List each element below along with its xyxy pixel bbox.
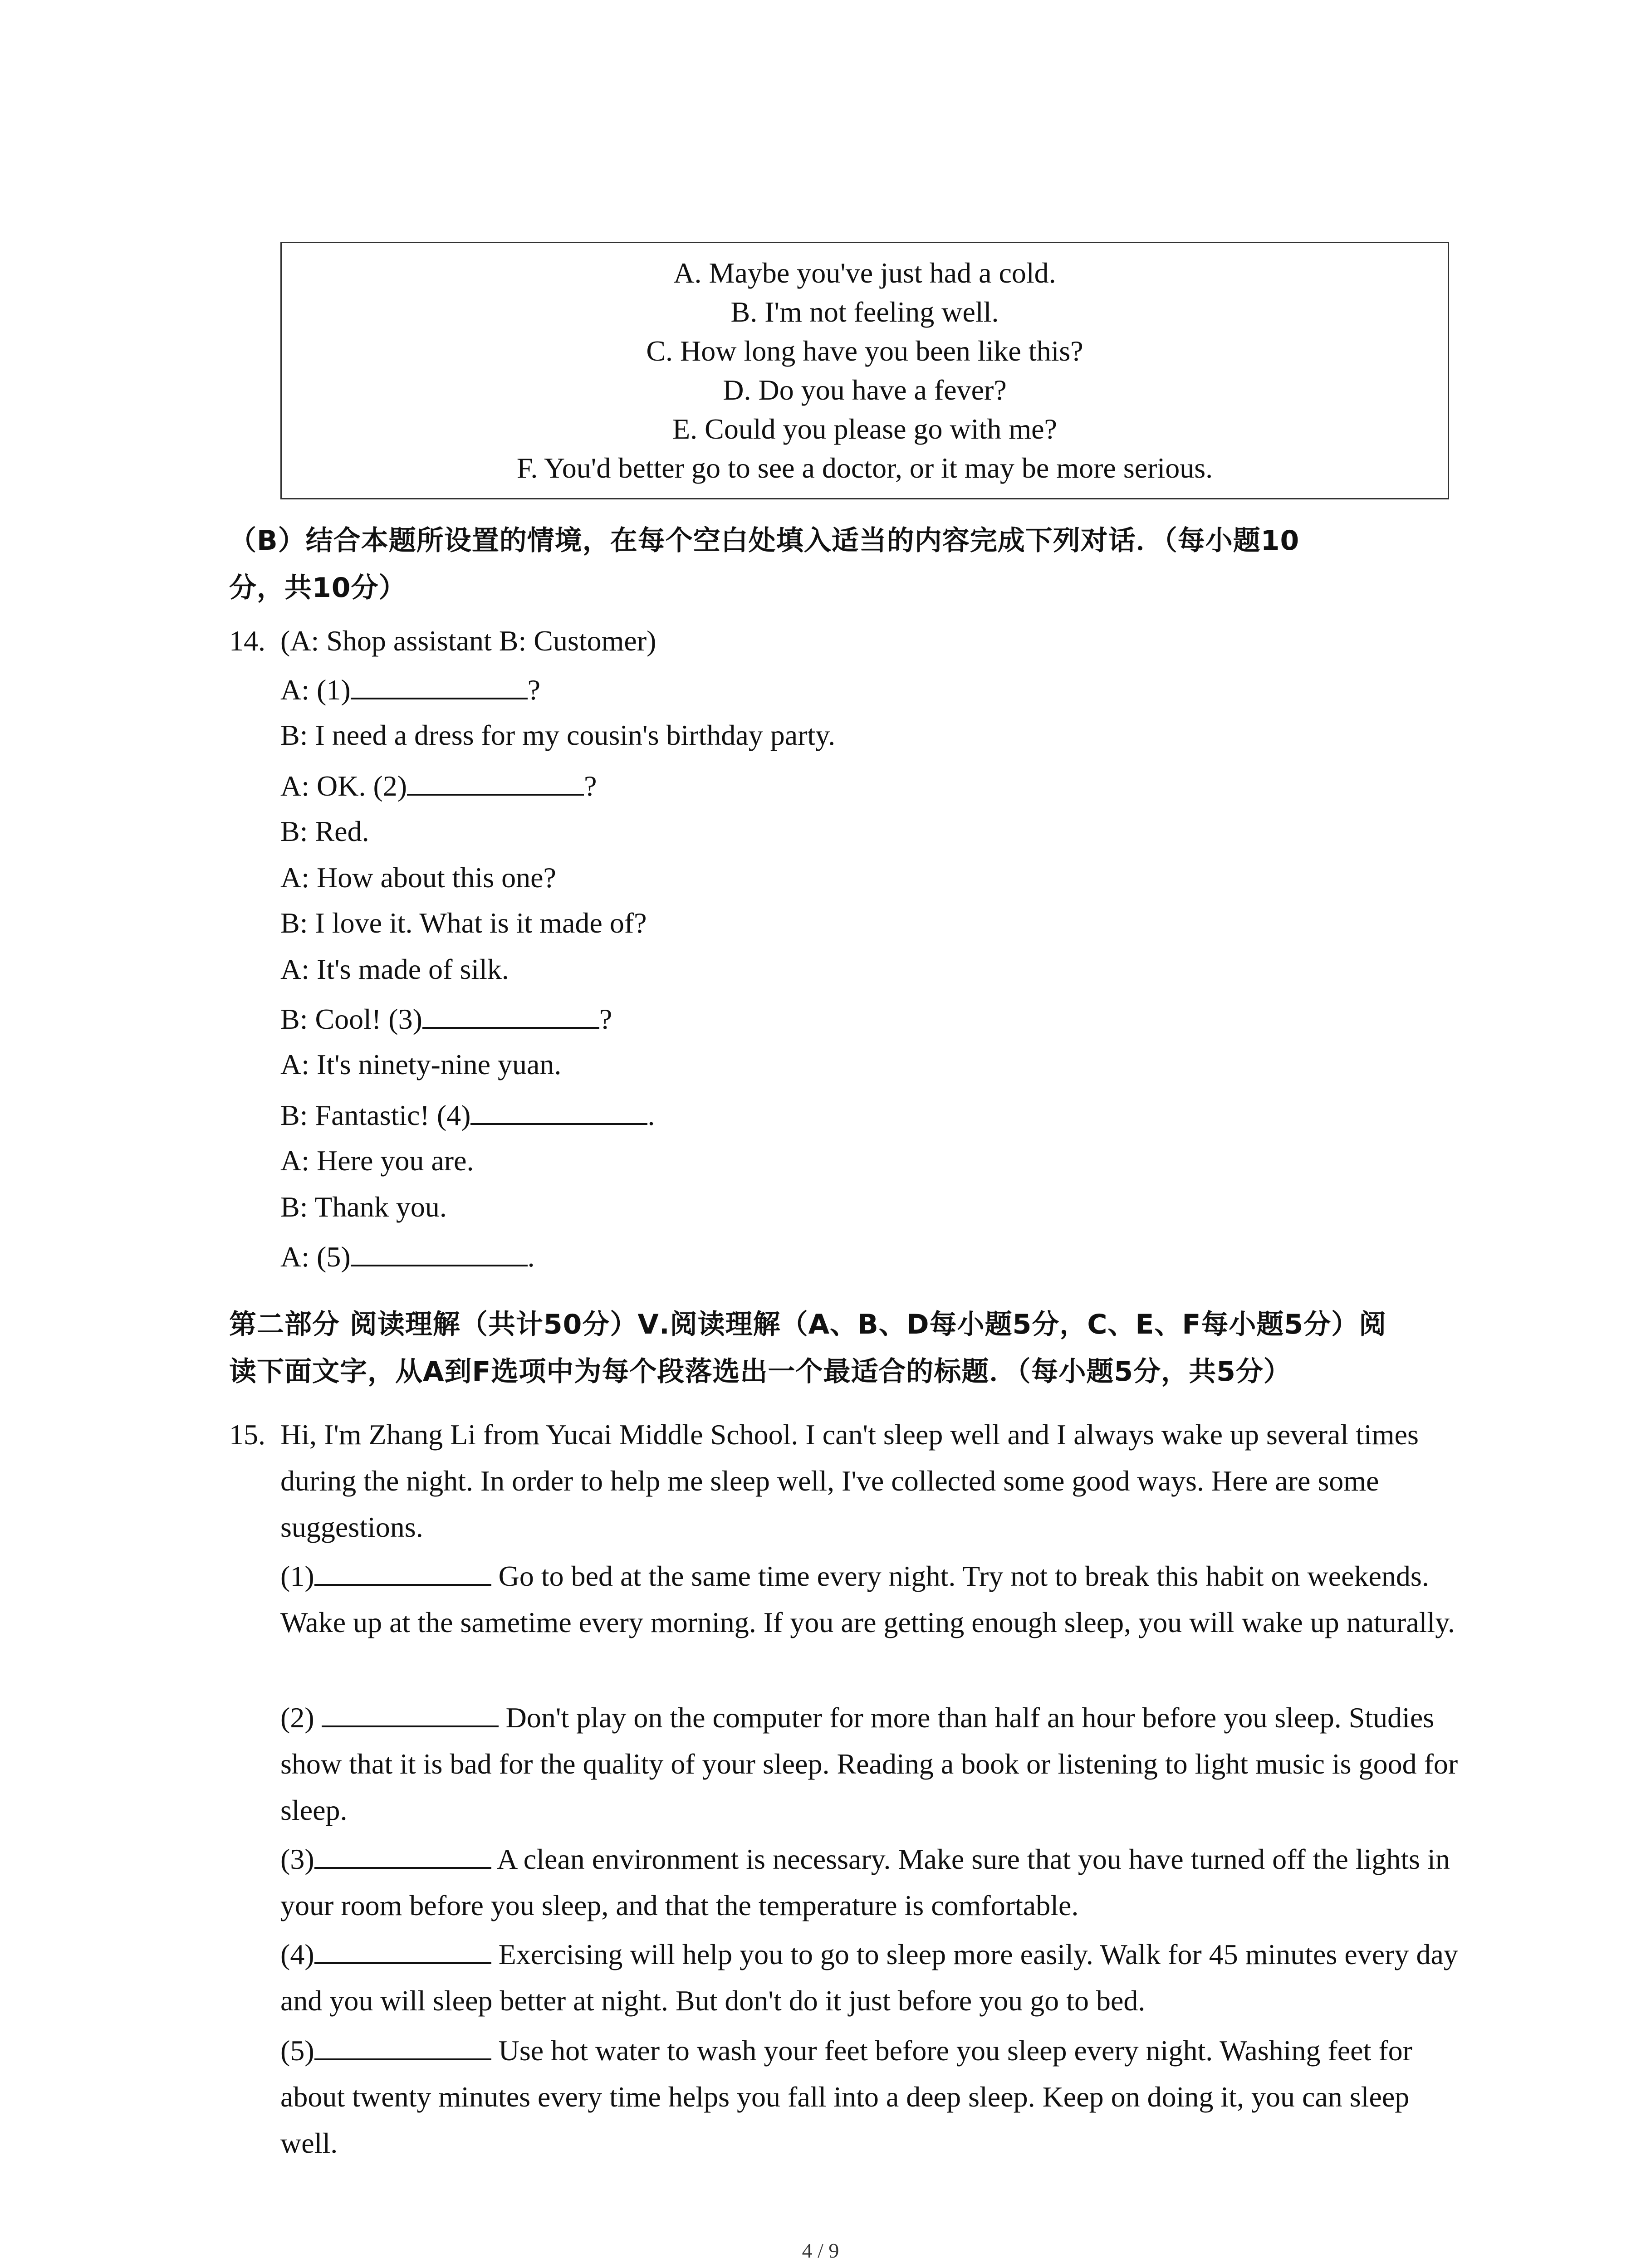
section-b-heading bbox=[229, 517, 1463, 611]
dialogue-line-10: B: Fantastic! (4) . bbox=[280, 1096, 655, 1135]
dialogue-line-2: B: I need a dress for my cousin's birthday party. bbox=[280, 719, 836, 751]
dialogue-line-8: B: Cool! (3) ? bbox=[280, 1000, 612, 1039]
heading-blank-4[interactable] bbox=[314, 1937, 491, 1964]
options-box bbox=[280, 242, 1449, 499]
option-a: A. Maybe you've just had a cold. bbox=[673, 257, 1056, 289]
passage-paragraph-2: (2) Don't play on the computer for more than half an hour before you sleep. Studies show that it is bad for the quality of your sleep. Reading a book or listening to light music is good for sleep. bbox=[280, 1695, 1460, 1833]
dialogue-line-1: A: (1) ? bbox=[280, 670, 540, 709]
answer-blank-3[interactable] bbox=[422, 1002, 599, 1029]
option-c: C. How long have you been like this? bbox=[646, 335, 1083, 367]
dialogue-line-13: A: (5) . bbox=[280, 1237, 535, 1276]
dialogue-line-11: A: Here you are. bbox=[280, 1144, 474, 1177]
passage-paragraph-3: (3) A clean environment is necessary. Make sure that you have turned off the lights in your room before you sleep, and that the temperature is comfortable. bbox=[280, 1836, 1460, 1929]
answer-blank-1[interactable] bbox=[351, 672, 528, 699]
section-b-heading-line2: 分，共10分） bbox=[229, 572, 407, 604]
page-number: 4 / 9 bbox=[802, 2239, 839, 2262]
dialogue-line-9: A: It's ninety-nine yuan. bbox=[280, 1048, 562, 1080]
heading-blank-1[interactable] bbox=[314, 1559, 491, 1586]
option-f: F. You'd better go to see a doctor, or it may be more serious. bbox=[516, 452, 1213, 484]
dialogue-line-6: B: I love it. What is it made of? bbox=[280, 907, 647, 939]
dialogue-line-7: A: It's made of silk. bbox=[280, 953, 509, 985]
option-d: D. Do you have a fever? bbox=[723, 374, 1007, 406]
heading-blank-5[interactable] bbox=[314, 2033, 491, 2060]
question-15-intro: Hi, I'm Zhang Li from Yucai Middle School. I can't sleep well and I always wake up several times during the night. In order to help me sleep well, I've collected some good ways. Here are some suggestions. bbox=[280, 1418, 1419, 1543]
dialogue-line-5: A: How about this one? bbox=[280, 861, 556, 894]
passage-paragraph-1: (1) Go to bed at the same time every night. Try not to break this habit on weekends. Wake up at the sametime every morning. If you are getting enough sleep, you will wake up naturally. bbox=[280, 1553, 1460, 1646]
answer-blank-2[interactable] bbox=[407, 768, 584, 796]
heading-blank-3[interactable] bbox=[314, 1842, 491, 1869]
part-2-heading-line1: 第二部分 阅读理解（共计50分）Ⅴ.阅读理解（A、B、D每小题5分，C、E、F每小题5分）阅 bbox=[229, 1309, 1387, 1340]
dialogue-line-12: B: Thank you. bbox=[280, 1191, 447, 1223]
option-e: E. Could you please go with me? bbox=[672, 413, 1057, 445]
dialogue-line-4: B: Red. bbox=[280, 815, 369, 847]
answer-blank-5[interactable] bbox=[351, 1239, 528, 1266]
question-14-intro: (A: Shop assistant B: Customer) bbox=[280, 625, 656, 657]
section-b-heading-line1: （B）结合本题所设置的情境，在每个空白处填入适当的内容完成下列对话．（每小题10 bbox=[229, 525, 1300, 557]
question-14-number: 14. bbox=[229, 625, 265, 657]
part-2-heading bbox=[229, 1301, 1463, 1395]
heading-blank-2[interactable] bbox=[322, 1700, 499, 1727]
passage-paragraph-5: (5) Use hot water to wash your feet before you sleep every night. Washing feet for about twenty minutes every time helps you fall into a deep sleep. Keep on doing it, you can sleep well. bbox=[280, 2028, 1460, 2166]
part-2-heading-line2: 读下面文字，从A到F选项中为每个段落选出一个最适合的标题．（每小题5分，共5分） bbox=[229, 1356, 1291, 1388]
dialogue-line-3: A: OK. (2) ? bbox=[280, 767, 597, 806]
option-b: B. I'm not feeling well. bbox=[730, 296, 999, 328]
question-15-number: 15. bbox=[229, 1418, 265, 1451]
passage-paragraph-4: (4) Exercising will help you to go to sleep more easily. Walk for 45 minutes every day and you will sleep better at night. But don't do it just before you go to bed. bbox=[280, 1931, 1460, 2024]
answer-blank-4[interactable] bbox=[470, 1098, 647, 1125]
